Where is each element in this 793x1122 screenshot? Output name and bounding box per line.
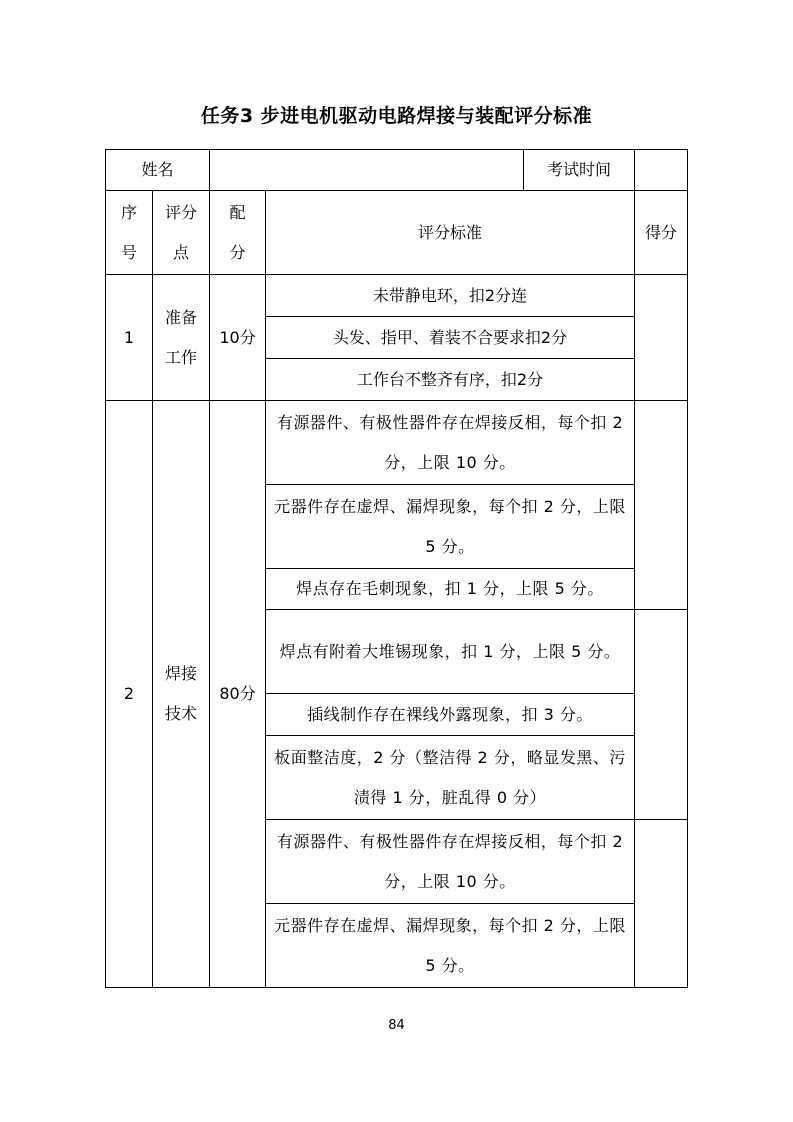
criteria-item: 元器件存在虚焊、漏焊现象，每个扣 2 分，上限 5 分。 [266,904,635,988]
criteria-item: 有源器件、有极性器件存在焊接反相，每个扣 2 分，上限 10 分。 [266,820,635,904]
section-allotted-score: 10分 [210,275,266,401]
criteria-item: 插线制作存在裸线外露现象，扣 3 分。 [266,694,635,736]
section-scoring-point: 准备 工作 [153,275,210,401]
header-criteria: 评分标准 [266,191,635,275]
page-number: 84 [388,1018,405,1033]
scoring-table [105,149,688,988]
exam-time-field[interactable] [635,150,688,191]
section-scoring-point: 焊接 技术 [153,401,210,988]
header-row [106,191,688,275]
document-title: 任务3 步进电机驱动电路焊接与装配评分标准 [200,105,593,127]
info-row [106,150,688,191]
section-allotted-score: 80分 [210,401,266,988]
score-obtained-field[interactable] [635,401,688,610]
section-seq: 2 [106,401,153,988]
criteria-item: 工作台不整齐有序，扣2分 [266,359,635,401]
criteria-item: 板面整洁度，2 分（整洁得 2 分，略显发黑、污渍得 1 分，脏乱得 0 分） [266,736,635,820]
exam-time-label: 考试时间 [524,150,635,191]
table-row [106,401,688,485]
criteria-item: 元器件存在虚焊、漏焊现象，每个扣 2 分，上限 5 分。 [266,485,635,569]
score-obtained-field[interactable] [635,610,688,820]
score-obtained-field[interactable] [635,820,688,988]
name-field[interactable] [210,150,524,191]
header-scoring-point: 评分 点 [153,191,210,275]
header-score-obtained: 得分 [635,191,688,275]
table-row [106,275,688,317]
name-label: 姓名 [106,150,210,191]
header-allotted-score: 配 分 [210,191,266,275]
criteria-item: 未带静电环，扣2分连 [266,275,635,317]
header-seq: 序 号 [106,191,153,275]
criteria-item: 焊点有附着大堆锡现象，扣 1 分，上限 5 分。 [266,610,635,694]
section-seq: 1 [106,275,153,401]
score-obtained-field[interactable] [635,275,688,401]
criteria-item: 头发、指甲、着装不合要求扣2分 [266,317,635,359]
criteria-item: 有源器件、有极性器件存在焊接反相，每个扣 2 分，上限 10 分。 [266,401,635,485]
criteria-item: 焊点存在毛刺现象，扣 1 分，上限 5 分。 [266,569,635,610]
